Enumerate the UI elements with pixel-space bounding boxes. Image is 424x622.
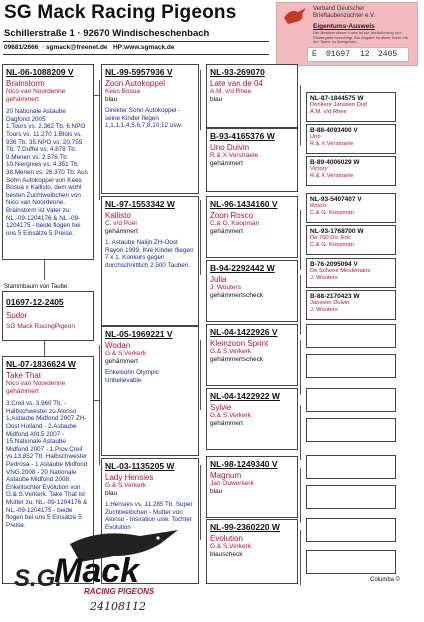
gen2-notes: 1.Hensies vs. 11.285 Tb. Super Zuchtweibchen - Mutter von Alonso - Insiration usw. Tochter Evolution: [105, 501, 193, 531]
gen4-card[interactable]: [306, 225, 396, 255]
sire-card[interactable]: [2, 64, 94, 260]
dam-breeder: Nico van Noordenne: [6, 380, 66, 387]
connector: [300, 340, 301, 395]
handwritten-signature: 24108112: [90, 600, 146, 613]
gen2-name: Wodan: [105, 341, 131, 350]
gen2-card[interactable]: [101, 326, 199, 456]
connector: [200, 465, 201, 540]
connector: [99, 80, 100, 200]
gen4-name: Rosco: [310, 203, 327, 209]
gen3-color: blau: [210, 95, 223, 103]
connector: [44, 258, 45, 280]
connector: [99, 345, 100, 465]
gen3-name: Julia: [210, 275, 227, 284]
badge-org: Verband Deutscher Brieftaubenzüchter e.V.: [313, 6, 376, 19]
connector: [300, 210, 301, 270]
gen2-color: blau: [105, 489, 118, 497]
gen3-card[interactable]: [206, 324, 298, 386]
gen2-card[interactable]: [101, 64, 199, 194]
gen2-name: Lady Hensies: [105, 473, 154, 482]
subject-breeder: SG Mack RacingPigeon: [6, 323, 76, 330]
gen3-card[interactable]: [206, 456, 298, 518]
sire-notes: 20 Nationale Astaube Dagfond 2005 1.Tours vs. 2.362 Tb. 6.NPO Tours vs. 11.270 1.Blois vs. 936 Tb. 35.NPO vs. 20.755 Tb. 7.Duffel vs. 4.878 Tb. 9.Menen vs. 2.576 Tb 10.Niergnies vs. 4.351 Tb. 38.Menen vs. 26.370 Tb. Aus Sohn Autokoppel von Kees Bosua x Kallisto, dem wohl besten Zuchtweibchen von Nico van Noordenne. Brainstorm ist Vater zu: NL.-09-1204176 & NL.-09-1204175 - beide flogen bei uns 5 Einsätze 5 Preise.: [6, 108, 88, 237]
gen4-breeder: R.& X.Verstraete: [310, 172, 354, 179]
gen2-ring: NL-97-1553342 W: [105, 199, 175, 209]
gen2-breeder: C. v/d Poel: [105, 220, 137, 227]
gen3-name: Evolution: [210, 534, 243, 543]
gen4-card[interactable]: [306, 290, 396, 320]
gen3-color: gehämmertscheck: [210, 291, 264, 299]
dam-ring: NL-07-1836624 W: [6, 359, 76, 369]
gen4-name: Uno: [310, 134, 321, 140]
gen3-color: gehämmert: [210, 159, 243, 167]
gen3-name: Kleinzoon Sprint: [210, 339, 269, 348]
gen2-notes: 1. Astaube Nalijn ZH-Oost Rayon 1999. Ihre Kinder fliegen 7 x 1. Konkurs gegen durchschnittlich 2.500 Tauben.: [105, 239, 194, 269]
gen3-breeder: R.& X.Verstraete: [210, 152, 259, 159]
gen2-ring: NL-99-5957936 V: [105, 67, 173, 77]
badge-number: E 01697 12 2405: [307, 47, 409, 62]
gen4-name: Donkere Janssen Duif: [310, 102, 368, 108]
gen2-breeder: G.& S.Verkerk: [105, 482, 147, 489]
gen2-color: gehämmert: [105, 227, 138, 235]
connector: [300, 405, 301, 460]
contact-line: 09681/2666 · sgmack@freenet.de HP:www.sgmack.de: [4, 44, 175, 51]
gen4-name: De Schone Meulemans: [310, 268, 371, 274]
gen2-color: gehämmert: [105, 357, 138, 365]
gen4-ring: NL-93-5407407 V: [310, 196, 362, 203]
badge-fineprint: Der Besitzer dieser Karte ist zur Veräußerung und Weitergabe berechtigt. Bei Abgabe ist diese Karte mit der Taube zu übergeben.: [313, 30, 408, 44]
gen3-card[interactable]: [206, 196, 298, 258]
gen3-card[interactable]: [206, 128, 298, 192]
subject-card[interactable]: [2, 291, 94, 341]
gen3-ring: B-94-2292442 W: [210, 263, 275, 273]
logo-mack: Mack: [54, 552, 140, 590]
gen4-breeder: J. Wouters: [310, 274, 338, 281]
gen4-card[interactable]: [306, 156, 396, 186]
gen3-ring: B-93-4165376 W: [210, 131, 275, 141]
gen4-name: De 700 Do. Eric: [310, 235, 351, 241]
gen4-breeder: C.& G. Koopman: [310, 241, 354, 248]
gen4-ring: B-89-4006029 W: [310, 159, 360, 166]
logo-sg: S.G.: [14, 565, 63, 592]
gen3-name: Uno Duivin: [210, 143, 250, 152]
gen4-card-empty[interactable]: [306, 324, 396, 348]
gen4-breeder: R.& X.Verstraete: [310, 140, 354, 147]
gen3-ring: NL-99-2360220 W: [210, 522, 280, 532]
gen2-notes: Enkelsohn Olympic Unbelievable.: [105, 369, 159, 384]
subject-name: Sudor: [6, 311, 28, 320]
connector: [200, 200, 201, 275]
gen3-card[interactable]: [206, 64, 298, 128]
dam-color: gehämmert: [6, 387, 39, 395]
connector: [200, 70, 201, 130]
gen3-name: Sylvie: [210, 403, 232, 412]
logo-tagline: RACING PIGEONS: [84, 587, 155, 596]
sire-color: gehämmert: [6, 95, 39, 103]
gen3-ring: NL-96-1434160 V: [210, 199, 278, 209]
gen4-card[interactable]: [306, 193, 396, 223]
gen2-name: Kallisto: [105, 211, 131, 220]
phone: 09681/2666: [4, 44, 39, 51]
ownership-card: [276, 2, 418, 66]
gen2-card[interactable]: [101, 196, 199, 326]
gen2-name: Zoon Autokoppel: [105, 79, 166, 88]
gen2-notes: Direkter Sohn Autokoppel - seine Kinder flegen 1,1,1,1,4,5,6,7,8,10,12 usw.: [105, 107, 183, 130]
gen2-ring: NL-03-1135205 W: [105, 461, 175, 471]
gen4-card-empty[interactable]: [306, 455, 396, 479]
dove-icon: [282, 6, 308, 26]
gen3-color: gehämmertscheck: [210, 355, 264, 363]
gen3-card[interactable]: [206, 519, 298, 584]
gen2-ring: NL-05-1969221 V: [105, 329, 173, 339]
address: Schillerstraße 1 · 92670 Windischeschenbach: [4, 28, 210, 39]
email: sgmack@freenet.de: [45, 44, 108, 51]
gen4-breeder: J. Wouters: [310, 306, 338, 313]
gen3-color: blau: [210, 487, 223, 495]
page-title: SG Mack Racing Pigeons: [4, 2, 237, 23]
gen3-name: Magnum: [210, 471, 242, 480]
gen4-breeder: A.M. v/d Rhee: [310, 108, 347, 115]
gen3-breeder: A.M. v/d Rhee: [210, 88, 252, 95]
gen3-breeder: G.& S.Verkerk: [210, 543, 252, 550]
dam-name: Take That: [6, 371, 41, 380]
gen3-ring: NL-98-1249340 V: [210, 459, 278, 469]
connector: [300, 85, 301, 145]
gen2-breeder: Kees Bosua: [105, 88, 141, 95]
gen4-name: Janssen Duivin: [310, 300, 350, 306]
gen3-name: Late van de 04: [210, 79, 263, 88]
connector: [200, 340, 201, 410]
gen3-card[interactable]: [206, 388, 298, 450]
gen2-color: blau: [105, 95, 118, 103]
gen3-breeder: J. Wouters: [210, 284, 241, 291]
gen4-card[interactable]: [306, 124, 396, 154]
gen3-breeder: Jan Ouwerkerk: [210, 480, 254, 487]
badge-heading: Eigentums-Ausweis: [313, 23, 375, 30]
gen3-breeder: G.& S.Verkerk: [210, 412, 252, 419]
connector: [44, 340, 45, 356]
gen4-ring: NL-93-1768700 W: [310, 228, 364, 235]
gen4-name: Victory: [310, 166, 328, 172]
gen4-card[interactable]: [306, 92, 396, 122]
gen4-card-empty[interactable]: [306, 388, 396, 412]
gen4-card-empty[interactable]: [306, 354, 396, 378]
gen3-color: blauscheck: [210, 550, 243, 558]
gen4-card-empty[interactable]: [306, 550, 396, 574]
subject-ring: 01697-12-2405: [6, 297, 64, 307]
gen3-card[interactable]: [206, 260, 298, 322]
gen4-ring: NL-87-1844575 W: [310, 95, 364, 102]
gen3-color: gehämmert: [210, 419, 243, 427]
gen3-ring: NL-04-1422926 V: [210, 327, 278, 337]
gen4-breeder: C.& G. Koopman: [310, 209, 354, 216]
connector: [300, 530, 301, 585]
sg-mack-logo: [10, 526, 190, 606]
gen3-color: gehämmert: [210, 227, 243, 235]
header-divider-bottom: [3, 54, 269, 55]
connector: [300, 468, 301, 523]
dam-notes: 3.Creil vs. 3.960 Tb. - Halbschwester zu Alonso 1.Astaube Midfond 2007 ZH-Oost Holland - 2.Astaube Midfond Afd.5 2007 - 15.Nationale Astaube Midfond 2007 - 1.Prov.Creil vs.13.852 Tb. Halbschwester Pedrosa - 1 Astaube Midfond VNG.2008 - 20 Nationale Astaube Midfond 2008. Enkeltochter Evolution von G.& S.Verkerk. Take That ist Mutter zu: NL.-09-1204176 & NL.-09-1204175 - beide flogen bei uns 5 Einsätze 5 Preise.: [6, 400, 88, 529]
gen3-ring: NL-93-269070: [210, 67, 265, 77]
sire-name: Brainstorm: [6, 79, 45, 88]
connector: [300, 275, 301, 335]
credit: Columba ©: [370, 577, 401, 583]
gen4-ring: B-88-4093400 V: [310, 127, 358, 134]
header-divider-top: [3, 41, 269, 42]
web-link[interactable]: HP:www.sgmack.de: [112, 44, 175, 51]
sire-ring: NL-06-1088209 V: [6, 67, 74, 77]
gen4-card-empty[interactable]: [306, 485, 396, 509]
gen3-breeder: C.& G. Koopman: [210, 220, 260, 227]
gen3-name: Zoon Rosco: [210, 211, 254, 220]
gen4-ring: B-88-2170423 W: [310, 293, 360, 300]
sire-breeder: Nico van Noordenne: [6, 88, 66, 95]
gen4-card[interactable]: [306, 258, 396, 288]
gen3-ring: NL-04-1422922 W: [210, 391, 280, 401]
gen3-breeder: G.& S.Verkerk: [210, 348, 252, 355]
gen4-card-empty[interactable]: [306, 418, 396, 442]
subject-caption: Stammbaum von Taube:: [4, 284, 69, 290]
gen4-ring: B-76-2095094 V: [310, 261, 358, 268]
gen2-breeder: G.& S.Verkerk: [105, 350, 147, 357]
gen4-card-empty[interactable]: [306, 518, 396, 542]
